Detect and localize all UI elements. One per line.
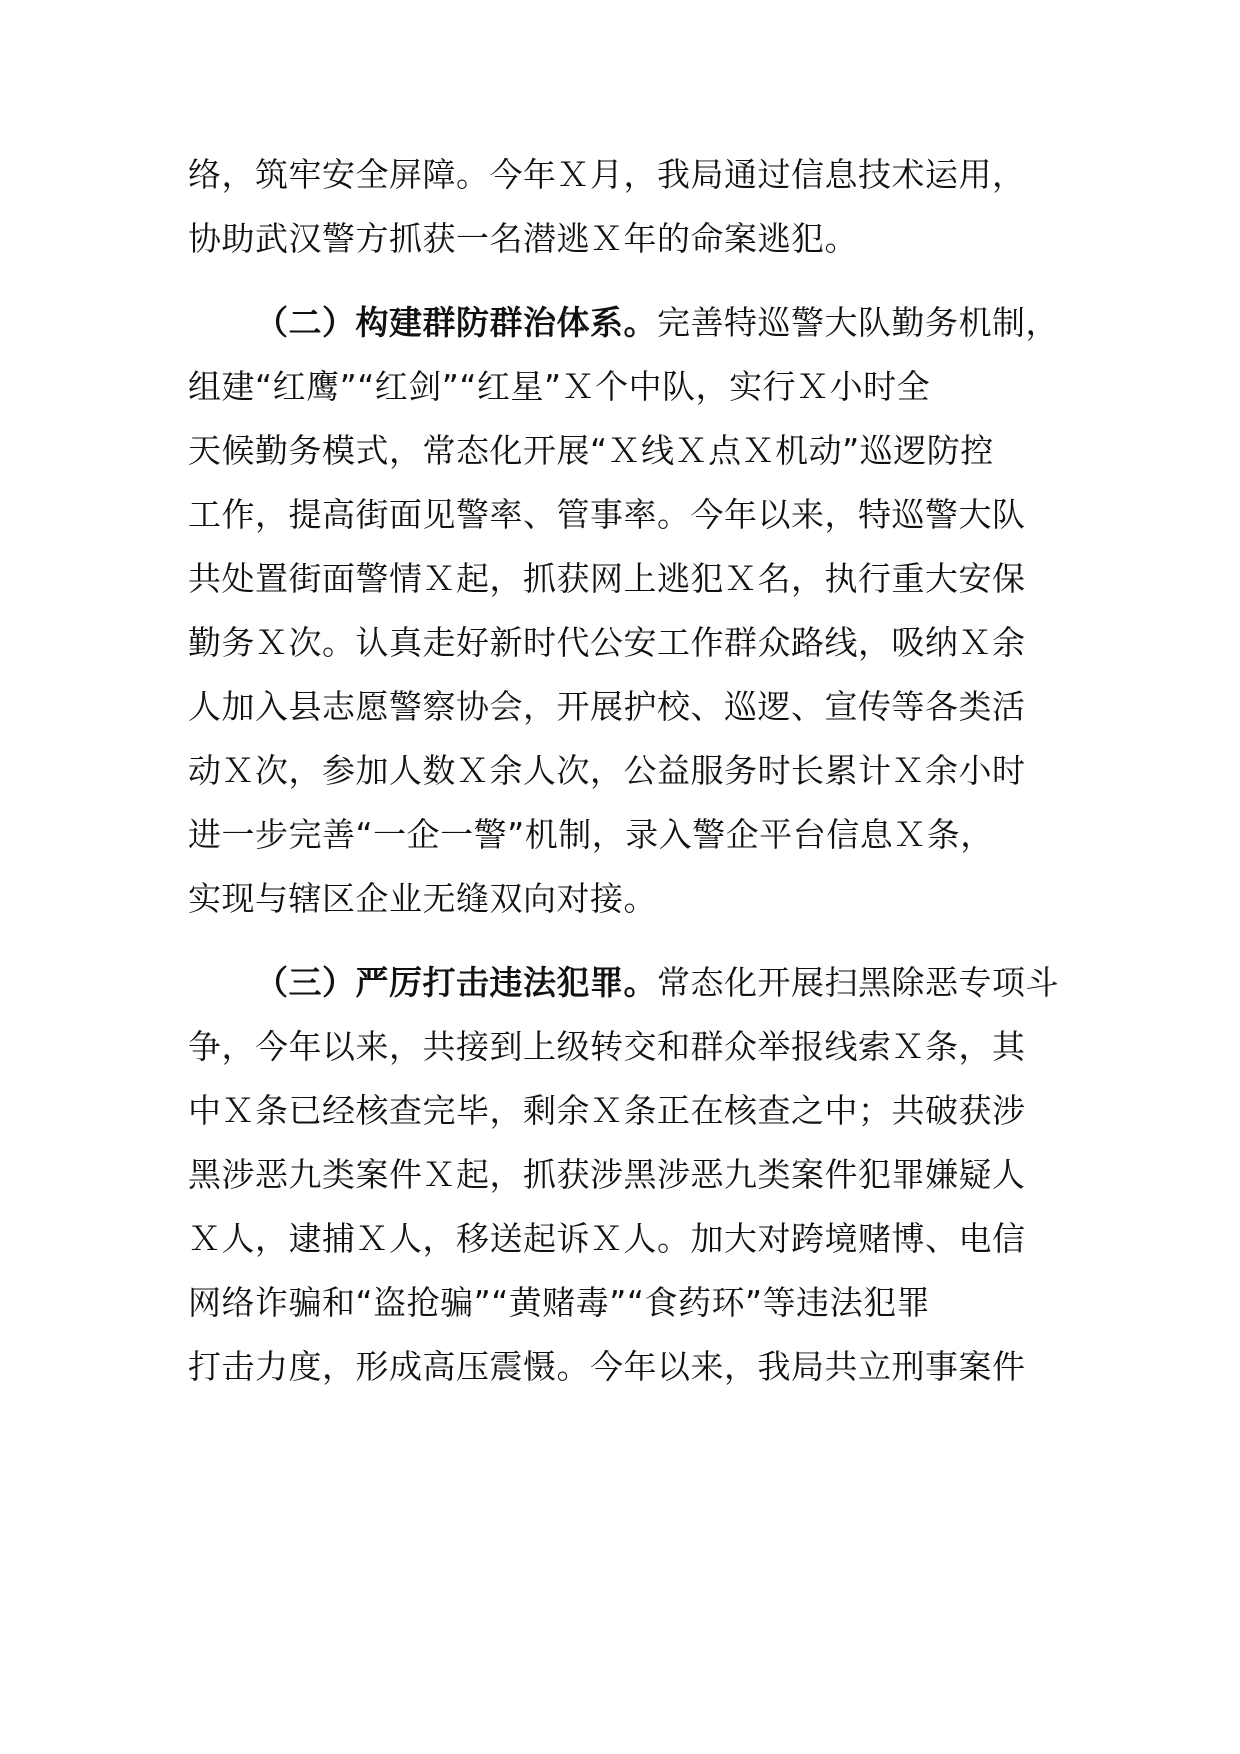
paragraph-1-line-1: 络，筑牢安全屏障。今年Ｘ月，我局通过信息技术运用， [188,155,1026,194]
paragraph-3-first-line [255,947,1060,1019]
paragraph-3-line-6: 网络诈骗和“盗抢骗”“黄赌毒”“食药环”等违法犯罪 [188,1283,931,1322]
paragraph-2-line-8: 动Ｘ次，参加人数Ｘ余人次，公益服务时长累计Ｘ余小时 [188,751,1026,790]
paragraph-2-line-2: 组建“红鹰”“红剑”“红星”Ｘ个中队，实行Ｘ小时全 [188,367,931,406]
paragraph-2-line-5: 共处置街面警情Ｘ起，抓获网上逃犯Ｘ名，执行重大安保 [188,559,1026,598]
paragraph-2-line-7: 人加入县志愿警察协会，开展护校、巡逻、宣传等各类活 [188,687,1026,726]
paragraph-2-line-4: 工作，提高街面见警率、管事率。今年以来，特巡警大队 [188,495,1026,534]
paragraph-2-first-line-text: 完善特巡警大队勤务机制， [657,303,1059,342]
paragraph-3-heading: （三）严厉打击违法犯罪。 [255,963,657,1002]
paragraph-2-first-line [255,287,1060,359]
paragraph-2-line-10: 实现与辖区企业无缝双向对接。 [188,879,657,918]
paragraph-3-line-3: 中Ｘ条已经核查完毕，剩余Ｘ条正在核查之中；共破获涉 [188,1091,1026,1130]
paragraph-2-line-3: 天候勤务模式，常态化开展“Ｘ线Ｘ点Ｘ机动”巡逻防控 [188,431,994,470]
paragraph-2-line-9: 进一步完善“一企一警”机制，录入警企平台信息Ｘ条， [188,815,994,854]
paragraph-3-line-2: 争，今年以来，共接到上级转交和群众举报线索Ｘ条，其 [188,1027,1026,1066]
paragraph-1-line-2: 协助武汉警方抓获一名潜逃Ｘ年的命案逃犯。 [188,219,858,258]
paragraph-2-line-6: 勤务Ｘ次。认真走好新时代公安工作群众路线，吸纳Ｘ余 [188,623,1026,662]
paragraph-3-line-5: Ｘ人，逮捕Ｘ人，移送起诉Ｘ人。加大对跨境赌博、电信 [188,1219,1026,1258]
paragraph-3-line-4: 黑涉恶九类案件Ｘ起，抓获涉黑涉恶九类案件犯罪嫌疑人 [188,1155,1026,1194]
paragraph-2-heading: （二）构建群防群治体系。 [255,303,657,342]
paragraph-3-line-7: 打击力度，形成高压震慑。今年以来，我局共立刑事案件 [188,1347,1026,1386]
paragraph-3-first-line-text: 常态化开展扫黑除恶专项斗 [657,963,1059,1002]
